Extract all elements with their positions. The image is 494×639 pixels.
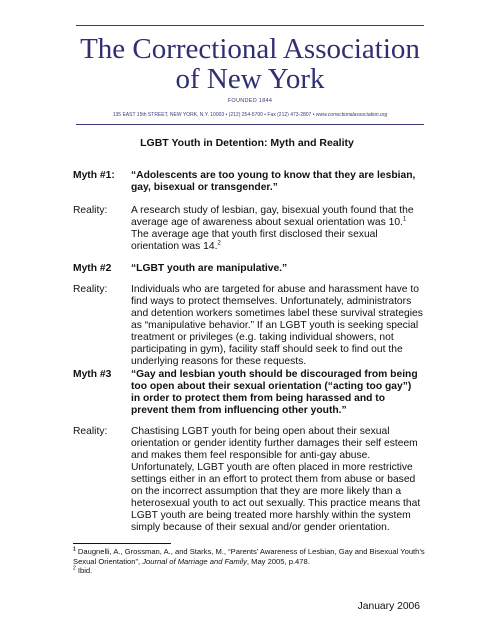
footnote-1 xyxy=(73,547,429,566)
myth-3-text: “Gay and lesbian youth should be discouraged from being too open about their sexual orientation (“acting too gay”) in order to protect them from being harassed and to prevent them from influencing other youth.” xyxy=(131,369,418,416)
footnote-1-text-a: Daugnelli, A., Grossman, A., and Starks, M., “Parents’ Awareness of Lesbian, Gay and Bisexual Youth’s Sexual Orientation”, xyxy=(73,547,425,566)
footnote-ref-1: 1 xyxy=(402,216,407,223)
myth-2-label: Myth #2 xyxy=(73,263,112,274)
reality-3-text: Chastising LGBT youth for being open about their sexual orientation or gender identity further damages their self esteem and makes them feel responsible for anti-gay abuse. Unfortunately, LGBT youth are often placed in more restrictive settings either in an effort to protect them from abuse or based on the incorrect assumption that they are more likely than a heterosexual youth to act out sexually. This practice means that LGBT youth are being treated more harshly within the system simply because of their sexual and/or gender orientation. xyxy=(131,426,421,533)
organization-name-line1: The Correctional Association xyxy=(80,33,420,65)
footnote-1-text-b: , May 2005, p.478. xyxy=(246,556,310,566)
footnote-1-number: 1 xyxy=(73,546,76,553)
document-date: January 2006 xyxy=(357,601,420,612)
myth-3-label: Myth #3 xyxy=(73,369,112,380)
footnote-2-text: Ibid. xyxy=(75,566,93,575)
footnote-2 xyxy=(73,566,429,576)
reality-3-label: Reality: xyxy=(73,426,108,437)
footnote-divider xyxy=(73,543,171,544)
reality-2-label: Reality: xyxy=(73,284,108,295)
letterhead xyxy=(76,25,424,125)
reality-1-text xyxy=(131,205,423,253)
address-text: 135 EAST 15th STREET, NEW YORK, N.Y. 10003 • (212) 254-5700 • Fax (212) 473-2807 • xyxy=(112,112,316,118)
document-title: LGBT Youth in Detention: Myth and Reality xyxy=(140,137,354,149)
footnote-1-journal: Journal of Marriage and Family xyxy=(142,556,247,566)
website-text: www.correctionalassociation.org xyxy=(315,112,388,118)
reality-1-text-a: A research study of lesbian, gay, bisexual youth found that the average age of awareness about sexual orientation was 10. xyxy=(131,205,414,228)
reality-2-text: Individuals who are targeted for abuse and harassment have to find ways to protect themselves. Unfortunately, administrators and detention workers sometimes label these survival strategies as “manipulative behavior.” If an LGBT youth is seeking special treatment or privileges (e.g. taking individual showers, not participating in gym), facility staff should seek to find out the underlying reasons for these requests. xyxy=(131,284,423,367)
myth-1-text: “Adolescents are too young to know that they are lesbian, gay, bisexual or transgender.” xyxy=(131,170,416,193)
footnotes xyxy=(73,547,429,576)
reality-1-label: Reality: xyxy=(73,205,108,216)
address-line xyxy=(76,112,424,118)
myth-2-text: “LGBT youth are manipulative.” xyxy=(131,263,288,274)
reality-1-text-b: The average age that youth first disclosed their sexual orientation was 14. xyxy=(131,229,378,252)
myth-1-label: Myth #1: xyxy=(73,170,115,181)
organization-name-line2: of New York xyxy=(175,63,325,95)
founded-line: FOUNDED 1844 xyxy=(227,98,273,104)
footnote-2-number: 2 xyxy=(73,565,76,572)
footnote-ref-2: 2 xyxy=(217,240,221,247)
